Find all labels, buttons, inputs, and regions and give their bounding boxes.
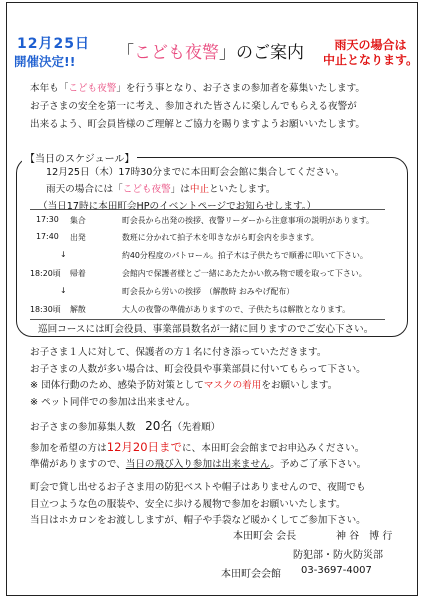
sl2-c: といたします。 <box>209 184 276 195</box>
row-time: 18:30頃 <box>30 305 61 314</box>
signature-name: 神 谷 博 行 <box>336 531 393 542</box>
signature-dept: 防犯部・防火防災部 <box>293 550 383 561</box>
intro-l1-a: 本年も「 <box>30 83 69 94</box>
row-desc: 会館内で保護者様とご一緒にあたたかい飲み物で暖を取って下さい。 <box>122 269 367 278</box>
rain-line2: 中止となります。 <box>323 53 419 67</box>
title-highlight: こども夜警 <box>134 43 219 63</box>
title-rest: 」のご案内 <box>219 43 304 63</box>
closing-line1: 町会で貸し出せるお子さま用の防犯ベストや帽子はありませんので、夜間でも <box>30 482 366 493</box>
recruit-l3-underline: 当日の飛び入り参加は出来ません <box>125 459 271 470</box>
recruit-l2-a: 参加を希望の方は <box>30 442 107 454</box>
recruit-l2-b: に、本田町会会館までお申込みください。 <box>182 442 365 454</box>
row-arrow: ↓ <box>60 250 67 259</box>
row-desc: 約40分程度のパトロール。拍子木は子供たちで順番に叩いて下さい。 <box>122 251 368 260</box>
row-time: 17:40 <box>36 232 59 241</box>
note-line3 <box>30 378 366 395</box>
recruit-line2 <box>30 439 366 458</box>
row-label: 出発 <box>70 233 86 242</box>
table-rule-top <box>30 209 385 211</box>
recruit-l1-a: お子さまの参加募集人数 <box>30 422 146 433</box>
note-l3-b: をお願いします。 <box>261 380 338 391</box>
row-desc: 大人の夜警の準備がありますので、子供たちは解散となります。 <box>122 305 351 314</box>
intro-l1-hl: こども夜警 <box>68 83 117 94</box>
recruit-l3-b: 。予めご了承下さい。 <box>270 459 367 470</box>
row-arrow: ↓ <box>60 286 67 295</box>
intro-line1 <box>30 80 365 98</box>
rain-notice <box>323 38 418 68</box>
notes-paragraph <box>30 345 366 411</box>
decided-label: 開催決定!! <box>14 54 76 69</box>
note-l3-a: ※ 団体行動のため、感染予防対策として <box>30 380 204 391</box>
recruit-count: 20名 <box>145 419 173 433</box>
note-l3-red: マスクの着用 <box>203 380 262 391</box>
schedule-footer: 巡回コースには町会役員、事業部員数名が一緒に回りますのでご安心下さい。 <box>38 324 374 335</box>
signature-hall: 本田町会会館 <box>221 569 281 580</box>
note-line2: お子さまの人数が多い場合は、町会役員や事業部員に付いてもらって下さい。 <box>30 363 366 375</box>
recruit-line3 <box>30 457 366 474</box>
intro-l1-b: 」を行う事となり、お子さまの参加者を募集いたします。 <box>116 83 366 94</box>
closing-line2: 目立つような色の服装や、安全に歩ける履物で参加をお願いいたします。 <box>30 498 346 510</box>
row-desc: 数班に分かれて拍子木を叩きながら町会内を歩きます。 <box>122 233 319 242</box>
recruit-l3-a: 準備がありますので、 <box>30 459 126 470</box>
signature-phone: 03-3697-4007 <box>301 565 372 576</box>
recruit-paragraph <box>30 418 366 474</box>
recruit-deadline: 12月20日まで <box>106 439 183 454</box>
intro-paragraph <box>30 80 365 134</box>
schedule-line3: （当日17時に本田町会HPのイベントページでお知らせします。） <box>38 201 317 212</box>
row-desc: 町会長から出発の挨拶、夜警リーダーから注意事項の説明があります。 <box>122 216 374 225</box>
schedule-line1: 12月25日（木）17時30分までに本田町会会館に集合してください。 <box>46 167 345 178</box>
row-desc: 町会長から労いの挨拶 （解散時 おみやげ配布） <box>122 287 295 296</box>
intro-line3: 出来るよう、町会員皆様のご理解とご協力を賜りますようお願いいたします。 <box>30 119 366 130</box>
event-date: 12月25日 <box>17 36 90 52</box>
row-label: 解散 <box>70 305 86 314</box>
sl2-a: 雨天の場合には「 <box>46 184 123 195</box>
row-time: 18:20頃 <box>30 269 61 278</box>
title-quote: 「 <box>117 43 134 63</box>
sl2-red: 中止 <box>189 184 210 195</box>
schedule-line2 <box>46 181 275 195</box>
closing-paragraph <box>30 480 366 530</box>
sl2-hl: こども夜警 <box>122 184 171 195</box>
note-line1: お子さま１人に対して、保護者の方１名に付き添っていただきます。 <box>30 347 327 358</box>
page-title <box>117 38 304 63</box>
intro-line2: お子さまの安全を第一に考え、参加された皆さんに楽しんでもらえる夜警が <box>30 101 357 112</box>
row-label: 帰着 <box>70 269 86 278</box>
recruit-line1 <box>30 418 366 437</box>
closing-line3: 当日はホカロンをお渡ししますが、帽子や手袋など暖かくしてご参加下さい。 <box>30 515 366 526</box>
row-label: 集合 <box>70 216 86 225</box>
signature-org: 本田町会 会長 <box>233 531 297 542</box>
rain-line1: 雨天の場合は <box>334 38 407 52</box>
recruit-l1-b: （先着順） <box>172 422 221 433</box>
row-time: 17:30 <box>36 215 59 224</box>
sl2-b: 」は <box>170 184 190 195</box>
note-line4: ※ ペット同伴での参加は出来ません。 <box>30 396 196 408</box>
schedule-title: 【当日のスケジュール】 <box>22 150 137 165</box>
